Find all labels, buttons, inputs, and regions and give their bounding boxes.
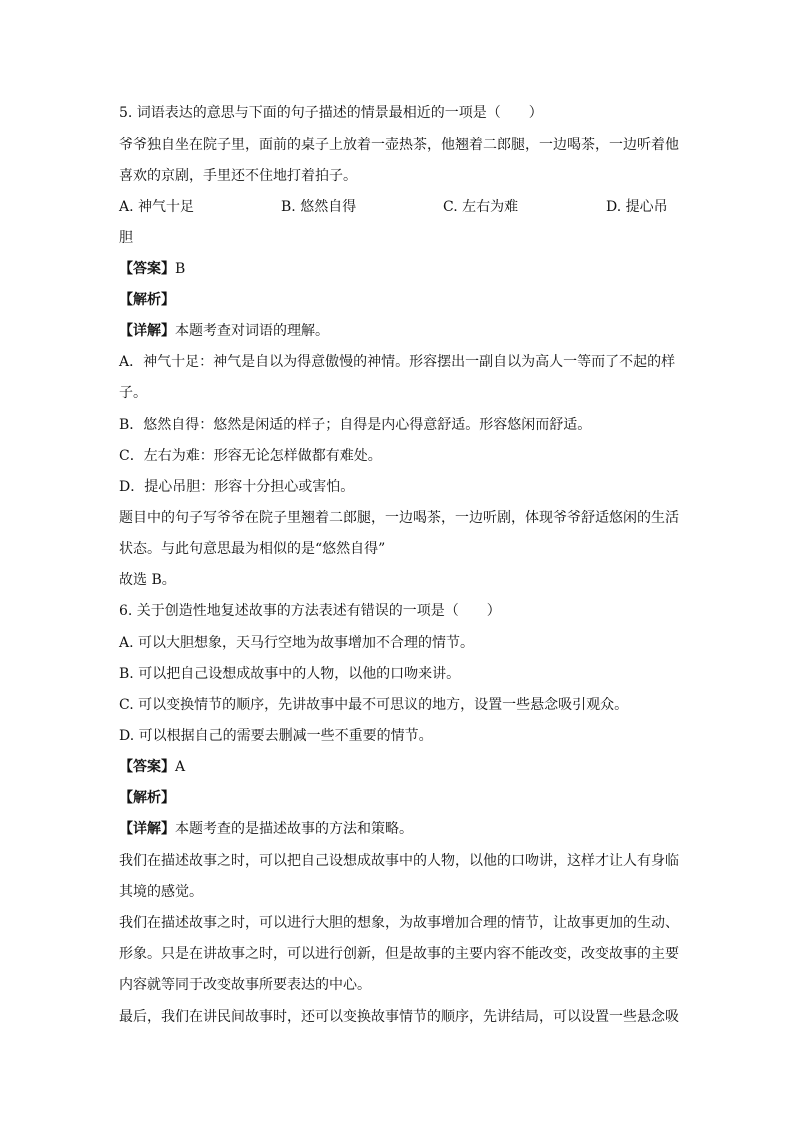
- q5-option-a: A. 神气十足: [119, 199, 195, 215]
- q5-explain-d: D．提心吊胆：形容十分担心或害怕。: [119, 479, 355, 495]
- q6-detail: [119, 820, 679, 838]
- q5-passage-line-1: 爷爷独自坐在院子里，面前的桌子上放着一壶热茶，他翘着二郎腿，一边喝茶，一边听着他: [119, 137, 679, 153]
- q6-option-d: D. 可以根据自己的需要去删减一些不重要的情节。: [119, 728, 433, 744]
- q6-para2-line-1: 我们在描述故事之时，可以进行大胆的想象，为故事增加合理的情节，让故事更加的生动、: [119, 915, 679, 931]
- q5-option-wrap: 胆: [119, 230, 133, 246]
- q5-summary-line-1: 题目中的句子写爷爷在院子里翘着二郎腿，一边喝茶，一边听剧，体现爷爷舒适悠闲的生活: [119, 510, 679, 526]
- q6-answer-value: A: [175, 759, 186, 775]
- q5-stem: 5. 词语表达的意思与下面的句子描述的情景最相近的一项是（ ）: [119, 105, 543, 121]
- q5-explain-a-line-1: A．神气十足：神气是自以为得意傲慢的神情。形容摆出一副自以为高人一等而了不起的样: [119, 354, 676, 370]
- q5-option-c: C. 左右为难: [443, 199, 519, 215]
- q6-para2-line-3: 内容就等同于改变故事所要表达的中心。: [119, 977, 371, 993]
- q5-summary-line-2: 状态。与此句意思最为相似的是“悠然自得”: [119, 541, 386, 557]
- q6-option-a: A. 可以大胆想象，天马行空地为故事增加不合理的情节。: [119, 635, 475, 651]
- q5-explain-c: C．左右为难：形容无论怎样做都有难处。: [119, 448, 382, 464]
- q5-option-d: D. 提心吊: [606, 199, 668, 215]
- q5-detail: [119, 322, 679, 340]
- q5-detail-text: 本题考查对词语的理解。: [175, 323, 329, 339]
- q6-stem: 6. 关于创造性地复述故事的方法表述有错误的一项是（ ）: [119, 603, 501, 619]
- q5-explain-a-line-2: 子。: [119, 385, 147, 401]
- q5-conclusion: 故选 B。: [119, 572, 176, 588]
- q6-answer: [119, 758, 679, 776]
- q5-detail-label: 【详解】: [119, 323, 175, 339]
- q6-para3-line-1: 最后，我们在讲民间故事时，还可以变换故事情节的顺序，先讲结局，可以设置一些悬念吸: [119, 1009, 679, 1025]
- q6-detail-label: 【详解】: [119, 821, 175, 837]
- q5-analysis-label: 【解析】: [119, 292, 175, 308]
- q5-explain-b: B．悠然自得：悠然是闲适的样子；自得是内心得意舒适。形容悠闲而舒适。: [119, 417, 592, 433]
- q5-passage-line-2: 喜欢的京剧，手里还不住地打着拍子。: [119, 168, 357, 184]
- q5-answer-label: 【答案】: [119, 261, 175, 277]
- q5-answer: [119, 260, 679, 278]
- q6-option-b: B. 可以把自己设想成故事中的人物，以他的口吻来讲。: [119, 666, 461, 682]
- q6-option-c: C. 可以变换情节的顺序，先讲故事中最不可思议的地方，设置一些悬念吸引观众。: [119, 697, 629, 713]
- q5-answer-value: B: [175, 261, 186, 277]
- q6-para1-line-2: 其境的感觉。: [119, 884, 203, 900]
- q6-para1-line-1: 我们在描述故事之时，可以把自己设想成故事中的人物，以他的口吻讲，这样才让人有身临: [119, 853, 679, 869]
- q6-analysis-label: 【解析】: [119, 790, 175, 806]
- q6-detail-text: 本题考查的是描述故事的方法和策略。: [175, 821, 413, 837]
- q6-answer-label: 【答案】: [119, 759, 175, 775]
- q5-option-b: B. 悠然自得: [281, 199, 357, 215]
- q6-para2-line-2: 形象。只是在讲故事之时，可以进行创新，但是故事的主要内容不能改变，改变故事的主要: [119, 946, 679, 962]
